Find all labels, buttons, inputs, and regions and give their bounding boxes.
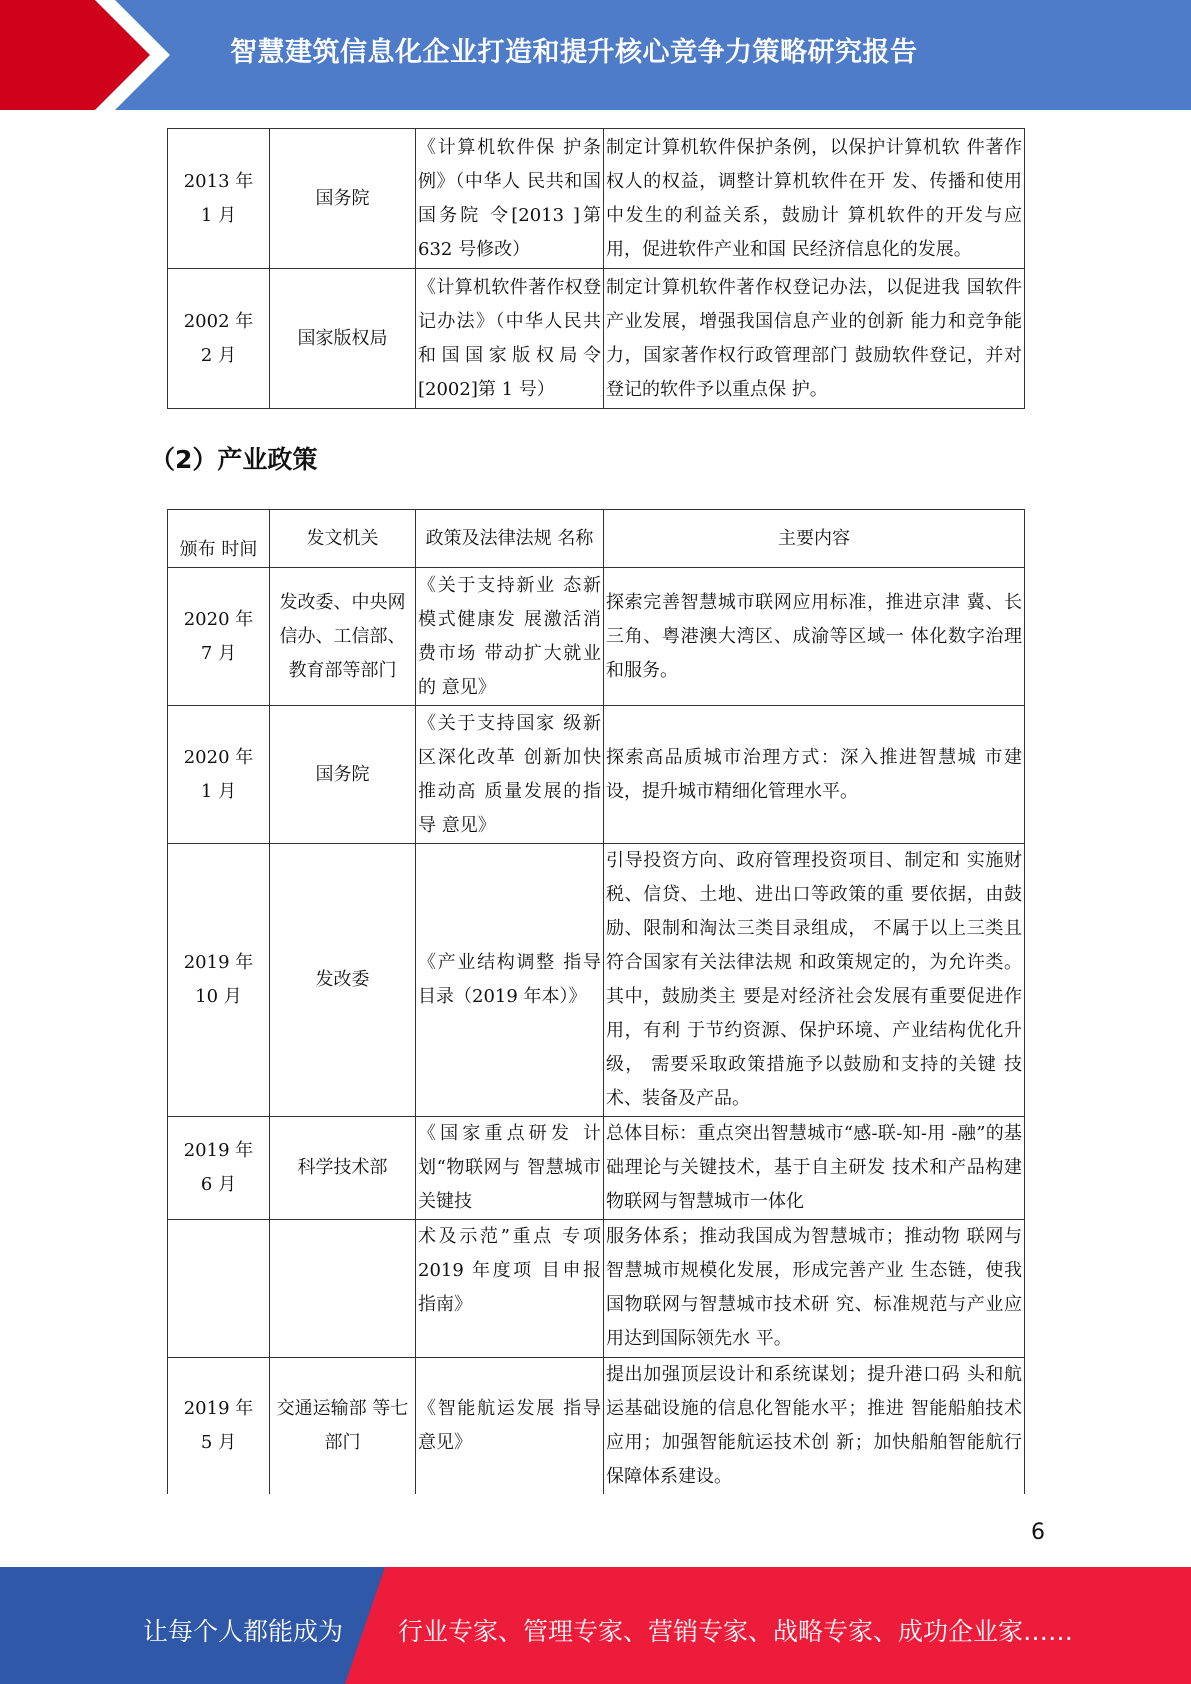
footer-slogan-right: 行业专家、管理专家、营销专家、战略专家、成功企业家…… xyxy=(398,1617,1074,1646)
date-month: 6 月 xyxy=(200,1174,237,1195)
section-heading: （2）产业政策 xyxy=(150,445,318,474)
report-title: 智慧建筑信息化企业打造和提升核心竞争力策略研究报告 xyxy=(230,37,918,68)
table-row xyxy=(168,844,1025,1117)
date-month: 1 月 xyxy=(200,204,237,226)
date-cell xyxy=(168,1220,270,1358)
date-year: 2019 年 xyxy=(183,1398,254,1419)
date-month: 5 月 xyxy=(200,1432,237,1453)
table-row xyxy=(168,706,1025,844)
content-cell: 引导投资方向、政府管理投资项目、制定和 实施财税、信贷、土地、进出口等政策的重 要依据，由鼓励、限制和淘汰三类目录组成， 不属于以上三类且符合国家有关法律法规 和政策规定的，为允许类。其中，鼓励类主 要是对经济社会发展有重要促进作用，有利 于节约资源、保护环境、产业结构优化升级， 需要采取政策措施予以鼓励和支持的关键 技术、装备及产品。 xyxy=(604,844,1025,1117)
issuer-cell: 发改委、中央网信办、工信部、教育部等部门 xyxy=(270,568,416,706)
content-cell: 探索完善智慧城市联网应用标准，推进京津 冀、长三角、粤港澳大湾区、成渝等区域一 体化数字治理和服务。 xyxy=(604,568,1025,706)
policy-name-cell: 《计算机软件著作权登记办法》（中华人民共和国国家版权局令[2002]第 1 号） xyxy=(416,269,604,409)
industry-policy-table xyxy=(167,509,1025,1494)
content-cell: 服务体系；推动我国成为智慧城市；推动物 联网与智慧城市规模化发展，形成完善产业 生态链，使我国物联网与智慧城市技术研 究、标准规范与产业应用达到国际领先水 平。 xyxy=(604,1220,1025,1358)
header-arrow-decoration xyxy=(0,0,260,110)
content-cell: 总体目标：重点突出智慧城市“感-联-知-用 -融”的基础理论与关键技术，基于自主研发 技术和产品构建物联网与智慧城市一体化 xyxy=(604,1117,1025,1220)
date-year: 2019 年 xyxy=(183,1140,254,1161)
issuer-cell: 科学技术部 xyxy=(270,1117,416,1220)
policy-name-cell: 《计算机软件保 护条例》（中华人 民共和国国务院 令[2013 ]第 632 号修改） xyxy=(416,129,604,269)
content-cell: 制定计算机软件保护条例，以保护计算机软 件著作权人的权益，调整计算机软件在开 发、传播和使用中发生的利益关系，鼓励计 算机软件的开发与应用，促进软件产业和国 民经济信息化的发展。 xyxy=(604,129,1025,269)
date-cell xyxy=(168,269,270,409)
date-cell xyxy=(168,706,270,844)
policy-name-cell: 《关于支持国家 级新区深化改革 创新加快推动高 质量发展的指导 意见》 xyxy=(416,706,604,844)
header-date: 颁布 时间 xyxy=(168,510,270,568)
table-row xyxy=(168,1117,1025,1220)
date-year: 2002 年 xyxy=(183,310,254,332)
table-row xyxy=(168,1358,1025,1495)
date-month: 7 月 xyxy=(200,642,237,664)
issuer-cell: 国家版权局 xyxy=(270,269,416,409)
date-month: 1 月 xyxy=(200,780,237,802)
content-cell: 提出加强顶层设计和系统谋划；提升港口码 头和航运基础设施的信息化智能水平；推进 智能船舶技术应用；加强智能航运技术创 新；加快船舶智能航行保障体系建设。 xyxy=(604,1358,1025,1495)
page-header xyxy=(0,0,1191,110)
date-year: 2013 年 xyxy=(183,170,254,192)
header-policy-name: 政策及法律法规 名称 xyxy=(416,510,604,568)
policy-name-cell: 《国家重点研发 计划“物联网与 智慧城市关键技 xyxy=(416,1117,604,1220)
issuer-cell: 国务院 xyxy=(270,129,416,269)
policy-name-cell: 《产业结构调整 指导目录（2019 年本）》 xyxy=(416,844,604,1117)
policy-name-cell: 《关于支持新业 态新模式健康发 展激活消费市场 带动扩大就业的 意见》 xyxy=(416,568,604,706)
page-footer xyxy=(0,1567,1191,1684)
date-year: 2020 年 xyxy=(183,746,254,768)
issuer-cell: 发改委 xyxy=(270,844,416,1117)
policy-name-cell: 术及示范”重点 专项 2019 年度项 目申报指南》 xyxy=(416,1220,604,1358)
table-row xyxy=(168,568,1025,706)
content-cell: 制定计算机软件著作权登记办法，以促进我 国软件产业发展，增强我国信息产业的创新 能力和竞争能力，国家著作权行政管理部门 鼓励软件登记，并对登记的软件予以重点保 护。 xyxy=(604,269,1025,409)
issuer-cell: 国务院 xyxy=(270,706,416,844)
date-year: 2019 年 xyxy=(183,952,254,973)
table-row xyxy=(168,129,1025,269)
date-year: 2020 年 xyxy=(183,608,254,630)
header-content: 主要内容 xyxy=(604,510,1025,568)
issuer-cell xyxy=(270,1220,416,1358)
issuer-cell: 交通运输部 等七部门 xyxy=(270,1358,416,1495)
date-cell xyxy=(168,1117,270,1220)
content-cell: 探索高品质城市治理方式：深入推进智慧城 市建设，提升城市精细化管理水平。 xyxy=(604,706,1025,844)
policy-name-cell: 《智能航运发展 指导意见》 xyxy=(416,1358,604,1495)
table-row xyxy=(168,269,1025,409)
date-cell xyxy=(168,844,270,1117)
table-row xyxy=(168,1220,1025,1358)
footer-slogan-left: 让每个人都能成为 xyxy=(143,1617,344,1646)
header-issuer: 发文机关 xyxy=(270,510,416,568)
page-number: 6 xyxy=(1031,1520,1045,1545)
table-header-row xyxy=(168,510,1025,568)
legal-policy-table-continued xyxy=(167,128,1025,409)
date-month: 10 月 xyxy=(195,986,242,1007)
date-cell xyxy=(168,129,270,269)
date-cell xyxy=(168,568,270,706)
date-cell xyxy=(168,1358,270,1495)
date-month: 2 月 xyxy=(200,344,237,366)
